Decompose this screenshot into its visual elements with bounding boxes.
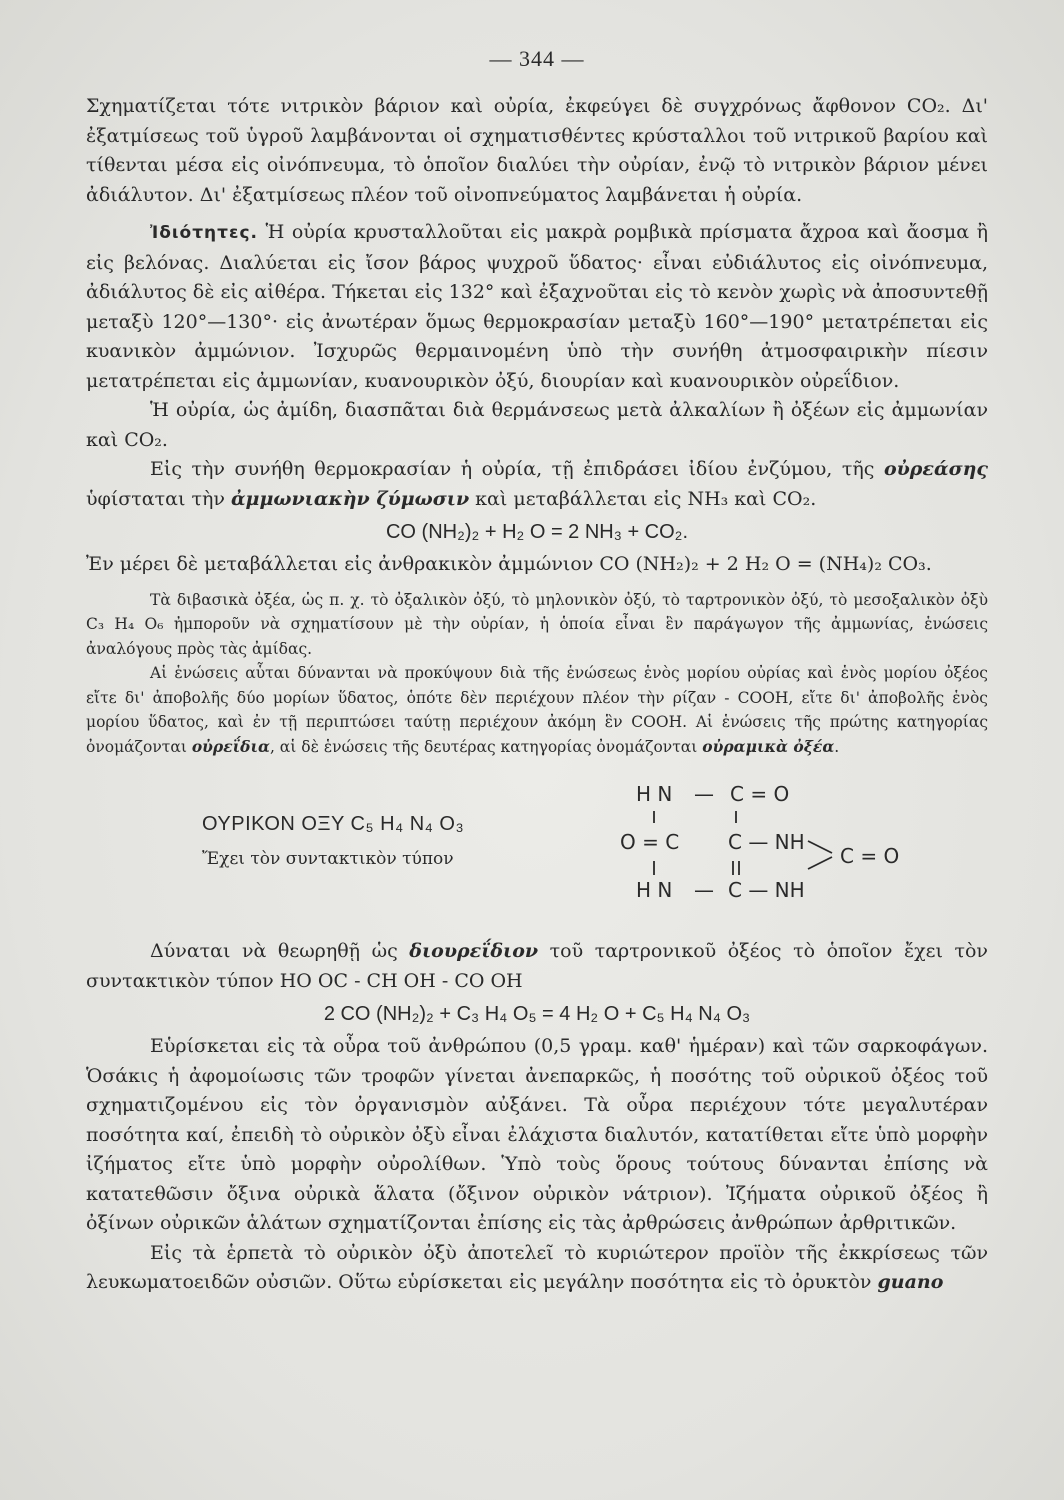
paragraph-barium-nitrate: Σχηματίζεται τότε νιτρικὸν βάριον καὶ οὐρία, ἐκφεύγει δὲ συγχρόνως ἄφθονον CO₂. Δι' ἐξατμίσεως τοῦ ὑγροῦ λαμβάνονται οἱ σχηματισθέντες κρύσταλλοι τοῦ νιτρικοῦ βαρίου καὶ τίθενται μέσα εἰς οἰνόπνευμα, τὸ ὁποῖον διαλύει τὴν οὐρίαν, ἐνῷ τὸ νιτρικὸν βάριον μένει ἀδιάλυτον. Δι' ἐξατμίσεως πλέον τοῦ οἰνοπνεύματος λαμβάνεται ἡ οὐρία. [86, 95, 988, 206]
ammoniacal-term: ἀμμωνιακὴν ζύμωσιν [230, 487, 470, 510]
urease-text-b: ὑφίσταται τὴν [86, 487, 231, 510]
uric-acid-name: ΟΥΡΙΚΟΝ ΟΞΥ C₅ H₄ N₄ O₃ [202, 813, 465, 835]
ureides-text-b: , αἱ δὲ ἑνώσεις τῆς δευτέρας κατηγορίας ὀνομάζονται [269, 737, 703, 756]
properties-text: Ἡ οὐρία κρυσταλλοῦται εἰς μακρὰ ρομβικὰ πρίσματα ἄχροα καὶ ἄοσμα ἢ εἰς βελόνας. Διαλύεται εἰς ἴσον βάρος ψυχροῦ ὕδατος· εἶναι εὐδιάλυτος εἰς οἰνόπνευμα, ἀδιάλυτος δὲ εἰς αἰθέρα. Τήκεται εἰς 132° καὶ ἐξαχνοῦται εἰς τὸ κενὸν χωρὶς νὰ ἀποσυντεθῇ μεταξὺ 120°—130°· εἰς ἀνωτέραν ὅμως θερμοκρασίαν μεταξὺ 160°—190° μετατρέπεται εἰς κυανικὸν ἀμμώνιον. Ἰσχυρῶς θερμαινομένη ὑπὸ τὴν συνήθη ἀτμοσφαιρικὴν πίεσιν μετατρέπεται εἰς ἀμμωνίαν, κυανουρικὸν ὀξύ, διουρίαν καὶ κυανουρικὸν οὐρεΐδιον. [86, 221, 989, 392]
paragraph-occurrence: Εὑρίσκεται εἰς τὰ οὖρα τοῦ ἀνθρώπου (0,5 γραμ. καθ' ἡμέραν) καὶ τῶν σαρκοφάγων. Ὁσάκις ἡ ἀφομοίωσις τῶν τροφῶν γίνεται ἀνεπαρκῶς, ἡ ποσότης τοῦ οὐρικοῦ ὀξέος τοῦ σχηματιζομένου εἰς τὸν ὀργανισμὸν αὐξάνει. Τὰ οὖρα περιέχουν τότε μεγαλυτέραν ποσότητα καί, ἐπειδὴ τὸ οὐρικὸν ὀξὺ εἶναι ἐλάχιστα διαλυτόν, κατατίθεται εἴτε ὑπὸ μορφὴν ἰζήματος εἴτε ὑπὸ μορφὴν οὐρολίθων. Ὑπὸ τοὺς ὅρους τούτους δύνανται ἐπίσης νὰ κατατεθῶσιν ὄξινα οὐρικὰ ἅλατα (ὄξινον οὐρικὸν νάτριον). Ἰζήματα οὐρικοῦ ὀξέος ἢ ὀξίνων οὐρικῶν ἁλάτων σχηματίζονται ἐπίσης εἰς τὰς ἀρθρώσεις ἀνθρώπων ἀρθριτικῶν. [86, 1035, 988, 1234]
uric-acid-structure-diagram [612, 765, 912, 935]
diureide-text-a: Δύναται νὰ θεωρηθῇ ὡς [150, 940, 410, 962]
ureides-term: οὐρεΐδια [191, 736, 270, 756]
paragraph-carbonate: Ἐν μέρει δὲ μεταβάλλεται εἰς ἀνθρακικὸν ἀμμώνιον CO (NH₂)₂ + 2 H₂ O = (NH₄)₂ CO₃. [86, 553, 932, 575]
struct-r1-dash: — [694, 782, 714, 806]
struct-r2-oc: O = C [620, 830, 680, 854]
diureide-text-b: τοῦ ταρτρονικοῦ ὀξέος τὸ ὁποῖον ἔχει τὸν συντακτικὸν τύπον HO OC - CH OH - CO OH [86, 940, 988, 992]
struct-bond-bridge [808, 841, 832, 869]
paragraph-dibasic-acids: Τὰ διβασικὰ ὀξέα, ὡς π. χ. τὸ ὀξαλικὸν ὀξύ, τὸ μηλονικὸν ὀξύ, τὸ ταρτρονικὸν ὀξύ, τὸ μεσοξαλικὸν ὀξὺ C₃ H₄ O₆ ἠμποροῦν νὰ σχηματίσουν μὲ τὴν οὐρίαν, ἡ ὁποία εἶναι ἓν παράγωγον τῆς ἀμμωνίας, ἑνώσεις ἀναλόγους πρὸς τὰς ἀμίδας. [86, 590, 988, 658]
uramic-term: οὐραμικὰ ὀξέα [702, 736, 835, 756]
guano-term: guano [877, 1271, 944, 1293]
urease-term: οὐρεάσης [883, 458, 988, 480]
equation-uric-acid: 2 CO (NH₂)₂ + C₃ H₄ O₅ = 4 H₂ O + C₅ H₄ N₄ O₃ [323, 1003, 751, 1025]
struct-r2-cnh: C — NH [728, 830, 805, 854]
struct-r1-hn: H N [636, 782, 673, 806]
page-number: — 344 — [489, 46, 585, 71]
struct-r3-dash: — [694, 878, 714, 902]
uric-acid-subtitle: Ἔχει τὸν συντακτικὸν τύπον [202, 849, 454, 869]
paragraph-properties [86, 218, 988, 396]
struct-r1-co: C = O [730, 782, 790, 806]
ureides-text-c: . [834, 737, 840, 756]
properties-heading: Ἰδιότητες. [150, 223, 258, 243]
ureides-text-a: Αἱ ἑνώσεις αὗται δύνανται νὰ προκύψουν διὰ τῆς ἑνώσεως ἑνὸς μορίου οὐρίας καὶ ἑνὸς μορίου ὀξέος εἴτε δι' ἀποβολῆς δύο μορίων ὕδατος, ὁπότε δὲν περιέχουν πλέον τὴν ρίζαν - COOH, εἴτε δι' ἀποβολῆς ἑνὸς μορίου ὕδατος, καὶ ἐν τῇ περιπτώσει ταύτῃ περιέχουν ἀκόμη ἓν COOH. Αἱ ἑνώσεις τῆς πρώτης κατηγορίας ὀνομάζονται [86, 664, 988, 756]
urease-text-a: Εἰς τὴν συνήθη θερμοκρασίαν ἡ οὐρία, τῇ ἐπιδράσει ἰδίου ἐνζύμου, τῆς [150, 458, 884, 480]
struct-r2-co: C = O [840, 844, 900, 868]
struct-r3-cnh: C — NH [728, 878, 805, 902]
paragraph-diureide [86, 937, 988, 996]
reptiles-text: Εἰς τὰ ἑρπετὰ τὸ οὐρικὸν ὀξὺ ἀποτελεῖ τὸ κυριώτερον προϊὸν τῆς ἐκκρίσεως τῶν λευκωματοειδῶν οὐσιῶν. Οὕτω εὑρίσκεται εἰς μεγάλην ποσότητα εἰς τὸ ὀρυκτὸν [86, 1241, 988, 1293]
paragraph-reptiles [86, 1239, 988, 1298]
equation-hydrolysis: CO (NH₂)₂ + H₂ O = 2 NH₃ + CO₂. [385, 521, 689, 543]
struct-r3-hn: H N [636, 878, 673, 902]
uric-acid-block [86, 765, 988, 937]
paragraph-urease [86, 455, 988, 514]
diureide-term: διουρεΐδιον [409, 940, 539, 962]
urease-text-c: καὶ μεταβάλλεται εἰς NH₃ καὶ CO₂. [469, 487, 817, 510]
paragraph-ureides [86, 661, 988, 759]
paragraph-amide: Ἡ οὐρία, ὡς ἀμίδη, διασπᾶται διὰ θερμάνσεως μετὰ ἀλκαλίων ἢ ὀξέων εἰς ἀμμωνίαν καὶ CO₂. [86, 399, 988, 451]
